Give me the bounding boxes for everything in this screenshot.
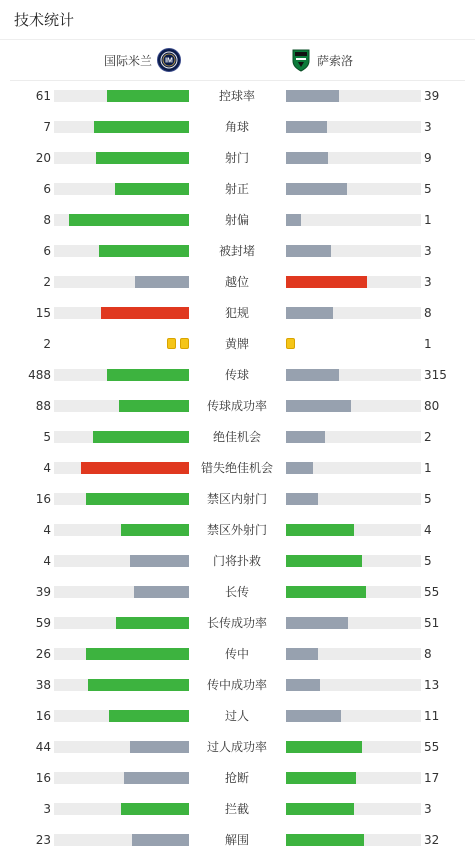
away-bar-track: [286, 555, 421, 567]
stat-label: 抢断: [224, 771, 249, 785]
stat-row: [0, 577, 475, 608]
home-value: 23: [35, 833, 51, 847]
home-bar-fill: [124, 772, 189, 784]
home-bar-track: [54, 276, 189, 288]
away-bar-track: [286, 617, 421, 629]
stat-row: [0, 174, 475, 205]
stat-label: 黄牌: [224, 337, 249, 351]
home-bar-fill: [107, 90, 189, 102]
away-bar-track: [286, 679, 421, 691]
home-bar-fill: [107, 369, 189, 381]
home-bar-track: [54, 524, 189, 536]
away-bar-fill: [286, 555, 362, 567]
away-bar-track: [286, 276, 421, 288]
stat-label: 射偏: [224, 213, 249, 227]
away-bar-fill: [286, 803, 354, 815]
home-bar-track: [54, 803, 189, 815]
stat-row: [0, 81, 475, 112]
yellow-card-icon: [180, 338, 189, 349]
away-bar-track: [286, 245, 421, 257]
stat-row: [0, 422, 475, 453]
away-value: 13: [424, 678, 440, 692]
away-bar-fill: [286, 369, 339, 381]
away-value: 55: [424, 740, 440, 754]
home-bar-track: [54, 617, 189, 629]
stat-label: 过人: [224, 709, 249, 723]
away-bar-fill: [286, 617, 348, 629]
home-value: 16: [35, 771, 51, 785]
home-bar-fill: [130, 741, 189, 753]
home-bar-track: [54, 462, 189, 474]
away-bar-track: [286, 586, 421, 598]
home-value: 6: [43, 182, 51, 196]
home-bar-fill: [121, 524, 189, 536]
away-bar-track: [286, 493, 421, 505]
home-bar-track: [54, 679, 189, 691]
home-value: 7: [43, 120, 51, 134]
away-bar-track: [286, 834, 421, 846]
home-value: 16: [35, 709, 51, 723]
away-bar-track: [286, 90, 421, 102]
home-bar-track: [54, 183, 189, 195]
away-bar-track: [286, 369, 421, 381]
yellow-card-icon: [167, 338, 176, 349]
stat-row: [0, 732, 475, 763]
away-value: 1: [424, 213, 432, 227]
home-value: 15: [35, 306, 51, 320]
stat-row: [0, 763, 475, 794]
home-bar-fill: [134, 586, 189, 598]
stat-label: 过人成功率: [206, 740, 267, 754]
away-bar-track: [286, 431, 421, 443]
away-value: 9: [424, 151, 432, 165]
stat-row: [0, 267, 475, 298]
away-team[interactable]: [291, 48, 353, 72]
away-bar-fill: [286, 431, 325, 443]
title-bar: [0, 0, 475, 40]
home-value: 8: [43, 213, 51, 227]
away-bar-fill: [286, 493, 318, 505]
home-value: 6: [43, 244, 51, 258]
stat-label: 拦截: [224, 802, 249, 816]
away-bar-track: [286, 152, 421, 164]
away-value: 80: [424, 399, 440, 413]
home-bar-fill: [130, 555, 189, 567]
home-bar-fill: [132, 834, 189, 846]
home-value: 2: [43, 337, 51, 351]
home-bar-track: [54, 214, 189, 226]
stat-label: 犯规: [224, 306, 249, 320]
stat-label: 绝佳机会: [212, 430, 261, 444]
home-bar-track: [54, 90, 189, 102]
away-value: 32: [424, 833, 440, 847]
away-bar-track: [286, 462, 421, 474]
stat-label: 传球: [224, 368, 249, 382]
stat-row: [0, 453, 475, 484]
home-bar-track: [54, 834, 189, 846]
away-value: 1: [424, 461, 432, 475]
stat-row: [0, 794, 475, 825]
home-bar-fill: [101, 307, 189, 319]
away-bar-fill: [286, 276, 367, 288]
home-bar-fill: [119, 400, 189, 412]
away-value: 4: [424, 523, 432, 537]
stat-row: [0, 608, 475, 639]
page-title: 技术统计: [14, 11, 75, 29]
stat-label: 长传成功率: [206, 616, 267, 630]
stat-label: 射门: [224, 151, 249, 165]
home-bar-track: [54, 555, 189, 567]
stat-label: 长传: [224, 585, 249, 599]
away-bar-fill: [286, 772, 356, 784]
away-bar-track: [286, 710, 421, 722]
home-bar-fill: [88, 679, 189, 691]
away-bar-fill: [286, 183, 347, 195]
stat-label: 错失绝佳机会: [200, 461, 273, 475]
stat-row: [0, 670, 475, 701]
home-bar-track: [54, 400, 189, 412]
teams-header: [10, 40, 465, 81]
away-value: 5: [424, 554, 432, 568]
yellow-card-icon: [286, 338, 295, 349]
stat-row: [0, 205, 475, 236]
home-value: 44: [35, 740, 51, 754]
home-value: 16: [35, 492, 51, 506]
home-value: 59: [35, 616, 51, 630]
home-bar-fill: [116, 617, 189, 629]
away-bar-fill: [286, 524, 354, 536]
home-value: 4: [43, 461, 51, 475]
stat-label: 越位: [224, 275, 249, 289]
stat-label: 解围: [224, 833, 249, 847]
away-value: 5: [424, 182, 432, 196]
home-bar-fill: [109, 710, 189, 722]
stat-label: 角球: [224, 120, 249, 134]
stat-row: [0, 329, 475, 360]
home-bar-fill: [81, 462, 189, 474]
home-bar-fill: [94, 121, 189, 133]
home-bar-fill: [96, 152, 189, 164]
away-value: 315: [424, 368, 447, 382]
home-bar-track: [54, 741, 189, 753]
home-bar-track: [54, 710, 189, 722]
away-value: 3: [424, 802, 432, 816]
home-value: 61: [35, 89, 51, 103]
stat-label: 射正: [224, 182, 249, 196]
home-value: 4: [43, 523, 51, 537]
away-value: 11: [424, 709, 440, 723]
away-bar-fill: [286, 400, 351, 412]
away-bar-fill: [286, 741, 362, 753]
away-bar-fill: [286, 214, 301, 226]
away-value: 51: [424, 616, 440, 630]
away-value: 8: [424, 306, 432, 320]
away-bar-fill: [286, 710, 341, 722]
away-value: 17: [424, 771, 440, 785]
stat-label: 传中成功率: [206, 678, 267, 692]
away-value: 5: [424, 492, 432, 506]
svg-text:IM: IM: [165, 57, 173, 65]
home-bar-fill: [135, 276, 189, 288]
away-bar-fill: [286, 834, 364, 846]
stat-row: [0, 391, 475, 422]
away-bar-track: [286, 183, 421, 195]
home-bar-track: [54, 493, 189, 505]
home-bar-fill: [69, 214, 189, 226]
stat-row: [0, 236, 475, 267]
home-team-name: 国际米兰: [103, 53, 152, 68]
away-bar-track: [286, 214, 421, 226]
away-bar-track: [286, 772, 421, 784]
home-value: 39: [35, 585, 51, 599]
away-bar-fill: [286, 307, 333, 319]
stat-label: 传球成功率: [206, 399, 267, 413]
stat-row: [0, 112, 475, 143]
home-value: 88: [35, 399, 51, 413]
stat-label: 被封堵: [218, 244, 255, 258]
away-bar-fill: [286, 648, 318, 660]
away-value: 55: [424, 585, 440, 599]
stat-row: [0, 639, 475, 670]
home-bar-fill: [86, 648, 189, 660]
away-bar-fill: [286, 152, 328, 164]
away-bar-fill: [286, 462, 313, 474]
home-bar-fill: [115, 183, 189, 195]
away-value: 1: [424, 337, 432, 351]
away-value: 3: [424, 244, 432, 258]
away-team-name: 萨索洛: [317, 53, 354, 68]
stat-row: [0, 701, 475, 732]
away-bar-track: [286, 741, 421, 753]
away-bar-track: [286, 524, 421, 536]
home-value: 2: [43, 275, 51, 289]
away-bar-fill: [286, 679, 320, 691]
sassuolo-logo-icon: [291, 48, 311, 72]
home-bar-track: [54, 121, 189, 133]
away-value: 3: [424, 275, 432, 289]
away-bar-fill: [286, 245, 331, 257]
home-bar-fill: [93, 431, 189, 443]
stat-row: [0, 515, 475, 546]
home-bar-fill: [86, 493, 189, 505]
home-bar-fill: [121, 803, 189, 815]
home-value: 488: [28, 368, 51, 382]
stat-row: [0, 360, 475, 391]
home-yellow-cards: [167, 338, 189, 350]
away-bar-track: [286, 121, 421, 133]
stat-label: 禁区内射门: [206, 492, 267, 506]
home-bar-track: [54, 152, 189, 164]
away-bar-track: [286, 803, 421, 815]
home-value: 38: [35, 678, 51, 692]
away-bar-track: [286, 648, 421, 660]
inter-milan-logo-icon: [157, 48, 181, 72]
away-bar-track: [286, 307, 421, 319]
stat-row: [0, 546, 475, 577]
home-bar-fill: [99, 245, 189, 257]
home-value: 4: [43, 554, 51, 568]
stat-label: 门将扑救: [212, 554, 261, 568]
away-bar-track: [286, 400, 421, 412]
home-value: 5: [43, 430, 51, 444]
home-value: 20: [35, 151, 51, 165]
home-team[interactable]: [104, 48, 181, 72]
away-bar-fill: [286, 121, 327, 133]
stat-label: 传中: [224, 647, 249, 661]
stat-label: 禁区外射门: [206, 523, 267, 537]
away-value: 3: [424, 120, 432, 134]
home-bar-track: [54, 648, 189, 660]
away-bar-fill: [286, 586, 366, 598]
stat-row: [0, 484, 475, 515]
home-bar-track: [54, 369, 189, 381]
home-bar-track: [54, 431, 189, 443]
home-value: 3: [43, 802, 51, 816]
away-value: 39: [424, 89, 440, 103]
stat-row: [0, 825, 475, 856]
stat-row: [0, 143, 475, 174]
away-yellow-cards: [286, 338, 295, 350]
away-bar-fill: [286, 90, 339, 102]
stat-row: [0, 298, 475, 329]
home-value: 26: [35, 647, 51, 661]
stat-label: 控球率: [218, 89, 255, 103]
home-bar-track: [54, 772, 189, 784]
home-bar-track: [54, 307, 189, 319]
away-value: 8: [424, 647, 432, 661]
away-value: 2: [424, 430, 432, 444]
home-bar-track: [54, 586, 189, 598]
home-bar-track: [54, 245, 189, 257]
